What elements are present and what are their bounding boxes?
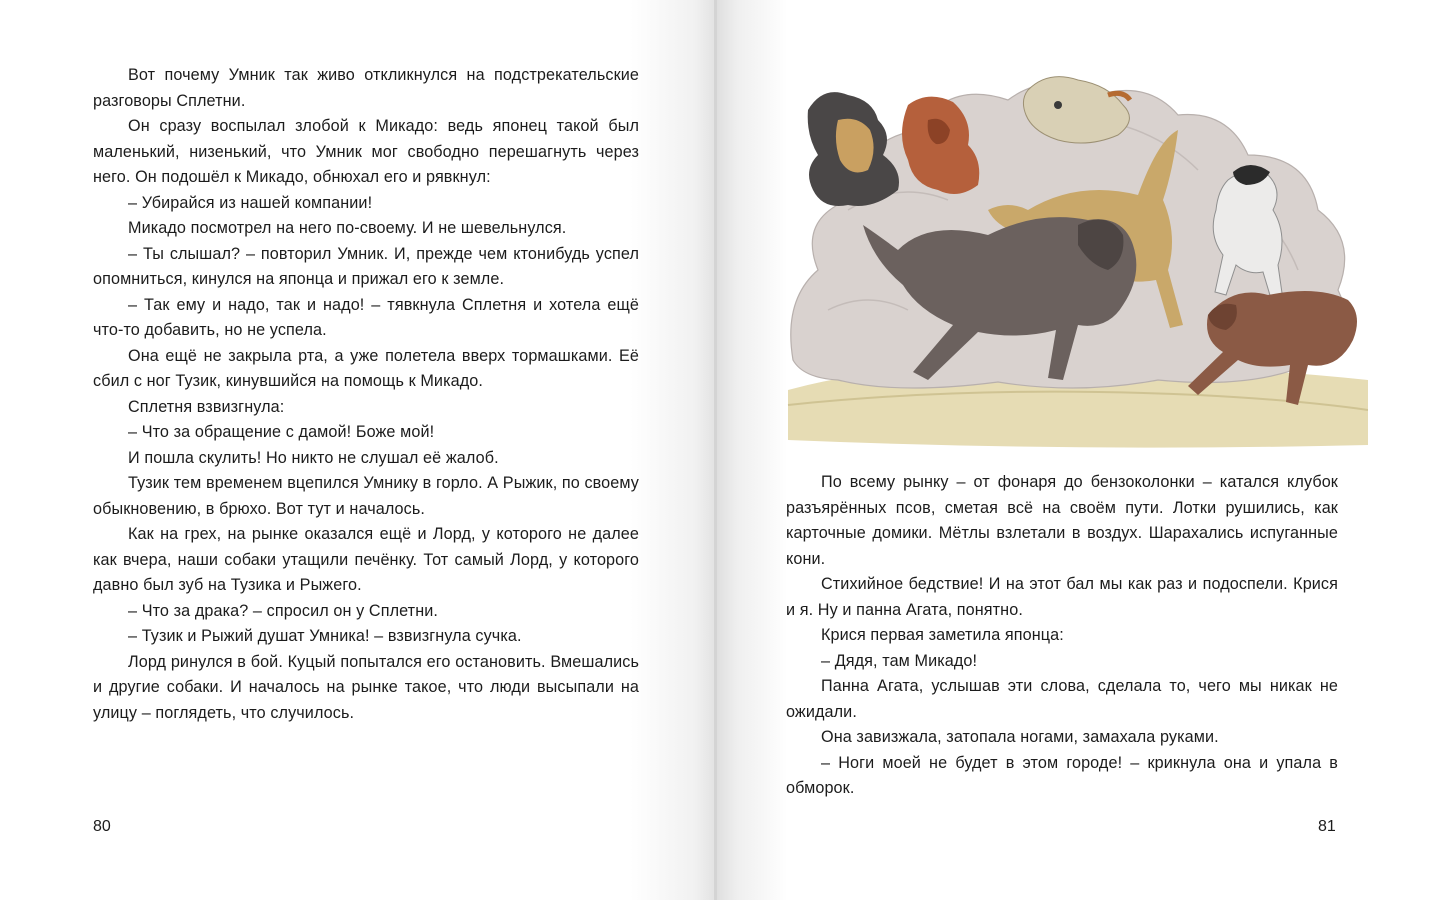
paragraph: – Тузик и Рыжий душат Умника! – взвизгнула сучка. xyxy=(128,627,522,645)
paragraph: Вот почему Умник так живо откликнулся на подстрекательские разговоры Сплетни. xyxy=(93,66,639,110)
paragraph: Она завизжала, затопала ногами, замахала руками. xyxy=(821,728,1219,746)
paragraph: – Что за обращение с дамой! Боже мой! xyxy=(128,423,435,441)
gutter xyxy=(714,0,717,900)
paragraph: Она ещё не закрыла рта, а уже полетела вверх тормашками. Её сбил с ног Тузик, кинувшийся на помощь к Микадо. xyxy=(93,346,639,390)
paragraph: Он сразу воспылал злобой к Микадо: ведь японец такой был маленький, низенький, что Умник мог свободно перешагнуть через него. Он подошёл к Микадо, обнюхал его и рявкнул: xyxy=(93,117,639,186)
paragraph: – Ноги моей не будет в этом городе! – крикнула она и упала в обморок. xyxy=(786,753,1338,797)
page-number-left: 80 xyxy=(93,818,111,835)
paragraph: – Ты слышал? – повторил Умник. И, прежде чем ктонибудь успел опомниться, кинулся на японца и прижал его к земле. xyxy=(93,244,639,288)
paragraph: Тузик тем временем вцепился Умнику в горло. А Рыжик, по своему обыкновению, в брюхо. Вот тут и началось. xyxy=(93,474,639,518)
paragraph: Сплетня взвизгнула: xyxy=(128,397,285,416)
paragraph: По всему рынку – от фонаря до бензоколонки – катался клубок разъярённых псов, сметая всё на своём пути. Лотки рушились, как карточные домики. Мётлы взлетали в воздух. Шарахались испуганные кони. xyxy=(786,473,1338,568)
paragraph: – Так ему и надо, так и надо! – тявкнула Сплетня и хотела ещё что-то добавить, но не успела. xyxy=(93,295,639,339)
dog-fight-illustration xyxy=(778,60,1368,450)
left-page-text xyxy=(93,63,639,726)
paragraph: Лорд ринулся в бой. Куцый попытался его остановить. Вмешались и другие собаки. И началось на рынке такое, что люди высыпали на улицу – поглядеть, что случилось. xyxy=(93,652,639,722)
paragraph: Крися первая заметила японца: xyxy=(821,626,1064,644)
paragraph: – Убирайся из нашей компании! xyxy=(128,193,373,212)
right-page-text xyxy=(786,470,1338,802)
page-number-right: 81 xyxy=(1318,818,1336,835)
paragraph: – Что за драка? – спросил он у Сплетни. xyxy=(128,601,438,620)
right-page xyxy=(716,0,1431,900)
paragraph: Как на грех, на рынке оказался ещё и Лорд, у которого не далее как вчера, наши собаки утащили печёнку. Тот самый Лорд, у которого давно был зуб на Тузика и Рыжего. xyxy=(93,525,639,594)
paragraph: – Дядя, там Микадо! xyxy=(821,651,978,670)
paragraph: Стихийное бедствие! И на этот бал мы как раз и подоспели. Крися и я. Ну и панна Агата, понятно. xyxy=(786,575,1338,619)
paragraph: Панна Агата, услышав эти слова, сделала то, чего мы никак не ожидали. xyxy=(786,677,1338,721)
paragraph: Микадо посмотрел на него по-своему. И не шевельнулся. xyxy=(128,219,567,237)
paragraph: И пошла скулить! Но никто не слушал её жалоб. xyxy=(128,448,499,467)
